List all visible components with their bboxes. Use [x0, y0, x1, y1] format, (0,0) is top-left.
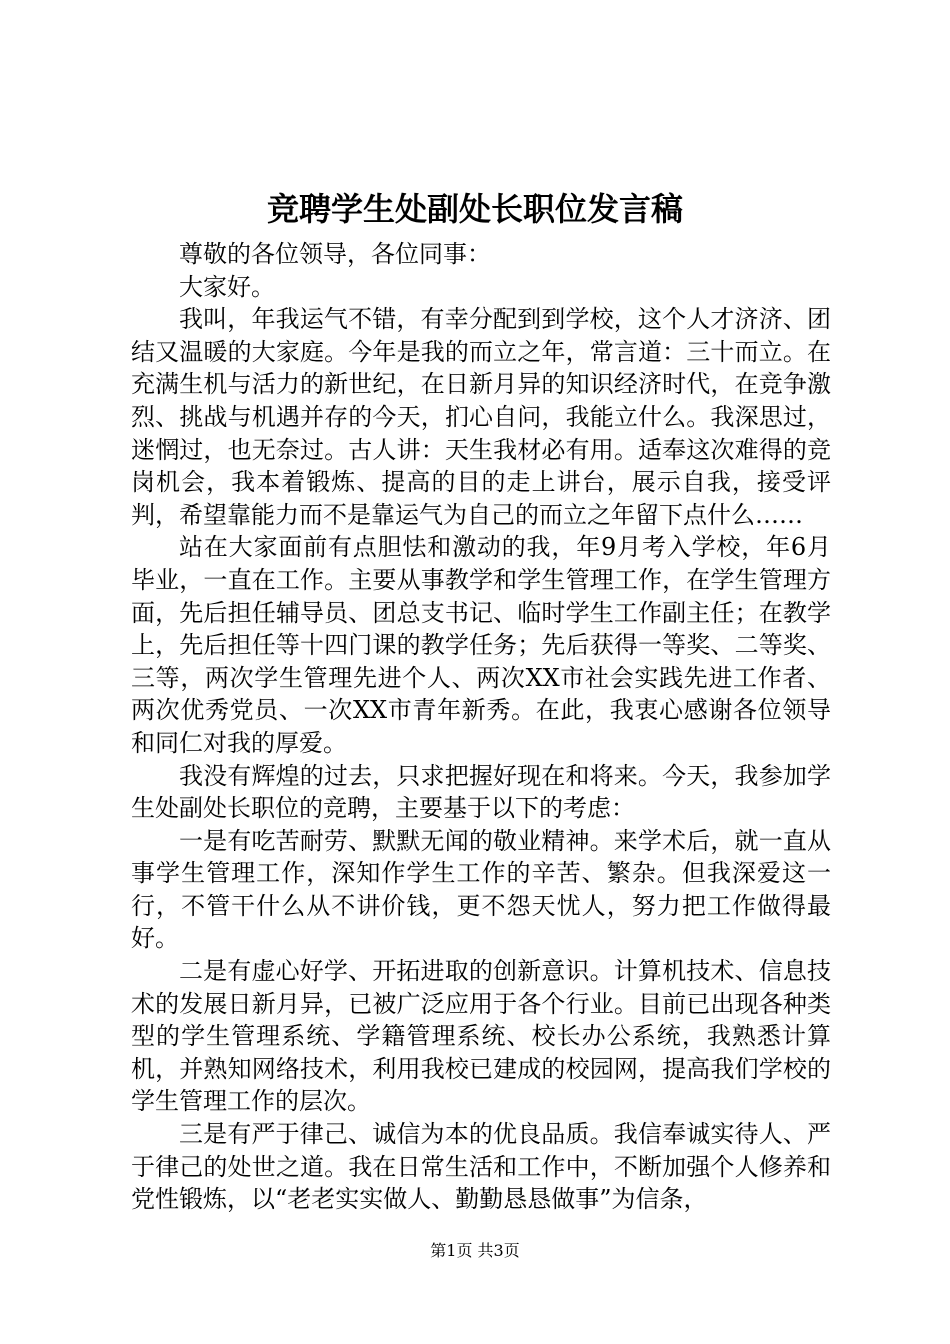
document-title: 竞聘学生处副处长职位发言稿	[266, 190, 683, 228]
page-number-footer: 第1页 共3页	[430, 1241, 520, 1260]
salutation-paragraph: 尊敬的各位领导，各位同事：	[179, 240, 491, 268]
body-paragraph: 我叫，年我运气不错，有幸分配到到学校，这个人才济济、团结又温暖的大家庭。今年是我的而立之年，常言道：三十而立。在充满生机与活力的新世纪，在日新月异的知识经济时代，在竞争激烈、挑战与机遇并存的今天，扪心自问，我能立什么。我深思过，迷惘过，也无奈过。古人讲：天生我材必有用。适奉这次难得的竞岗机会，我本着锻炼、提高的目的走上讲台，展示自我，接受评判，希望靠能力而不是靠运气为自己的而立之年留下点什么……	[131, 305, 831, 529]
greeting-paragraph: 大家好。	[179, 272, 275, 301]
body-paragraph: 二是有虚心好学、开拓进取的创新意识。计算机技术、信息技术的发展日新月异，已被广泛应用于各个行业。目前已出现各种类型的学生管理系统、学籍管理系统、校长办公系统，我熟悉计算机，并熟知网络技术，利用我校已建成的校园网，提高我们学校的学生管理工作的层次。	[131, 957, 831, 1116]
document-body	[131, 238, 831, 1216]
body-paragraph: 三是有严于律己、诚信为本的优良品质。我信奉诚实待人、严于律己的处世之道。我在日常生活和工作中，不断加强个人修养和党性锻炼，以“老老实实做人、勤勤恳恳做事”为信条，	[131, 1120, 831, 1214]
body-paragraph: 我没有辉煌的过去，只求把握好现在和将来。今天，我参加学生处副处长职位的竞聘，主要基于以下的考虑：	[131, 761, 831, 823]
body-paragraph: 站在大家面前有点胆怯和激动的我，年9月考入学校，年6月毕业，一直在工作。主要从事教学和学生管理工作，在学生管理方面，先后担任辅导员、团总支书记、临时学生工作副主任；在教学上，先后担任等十四门课的教学任务；先后获得一等奖、二等奖、三等，两次学生管理先进个人、两次XX市社会实践先进工作者、两次优秀党员、一次XX市青年新秀。在此，我衷心感谢各位领导和同仁对我的厚爱。	[131, 533, 831, 757]
body-paragraph: 一是有吃苦耐劳、默默无闻的敬业精神。来学术后，就一直从事学生管理工作，深知作学生工作的辛苦、繁杂。但我深爱这一行，不管干什么从不讲价钱，更不怨天忧人，努力把工作做得最好。	[131, 826, 831, 953]
